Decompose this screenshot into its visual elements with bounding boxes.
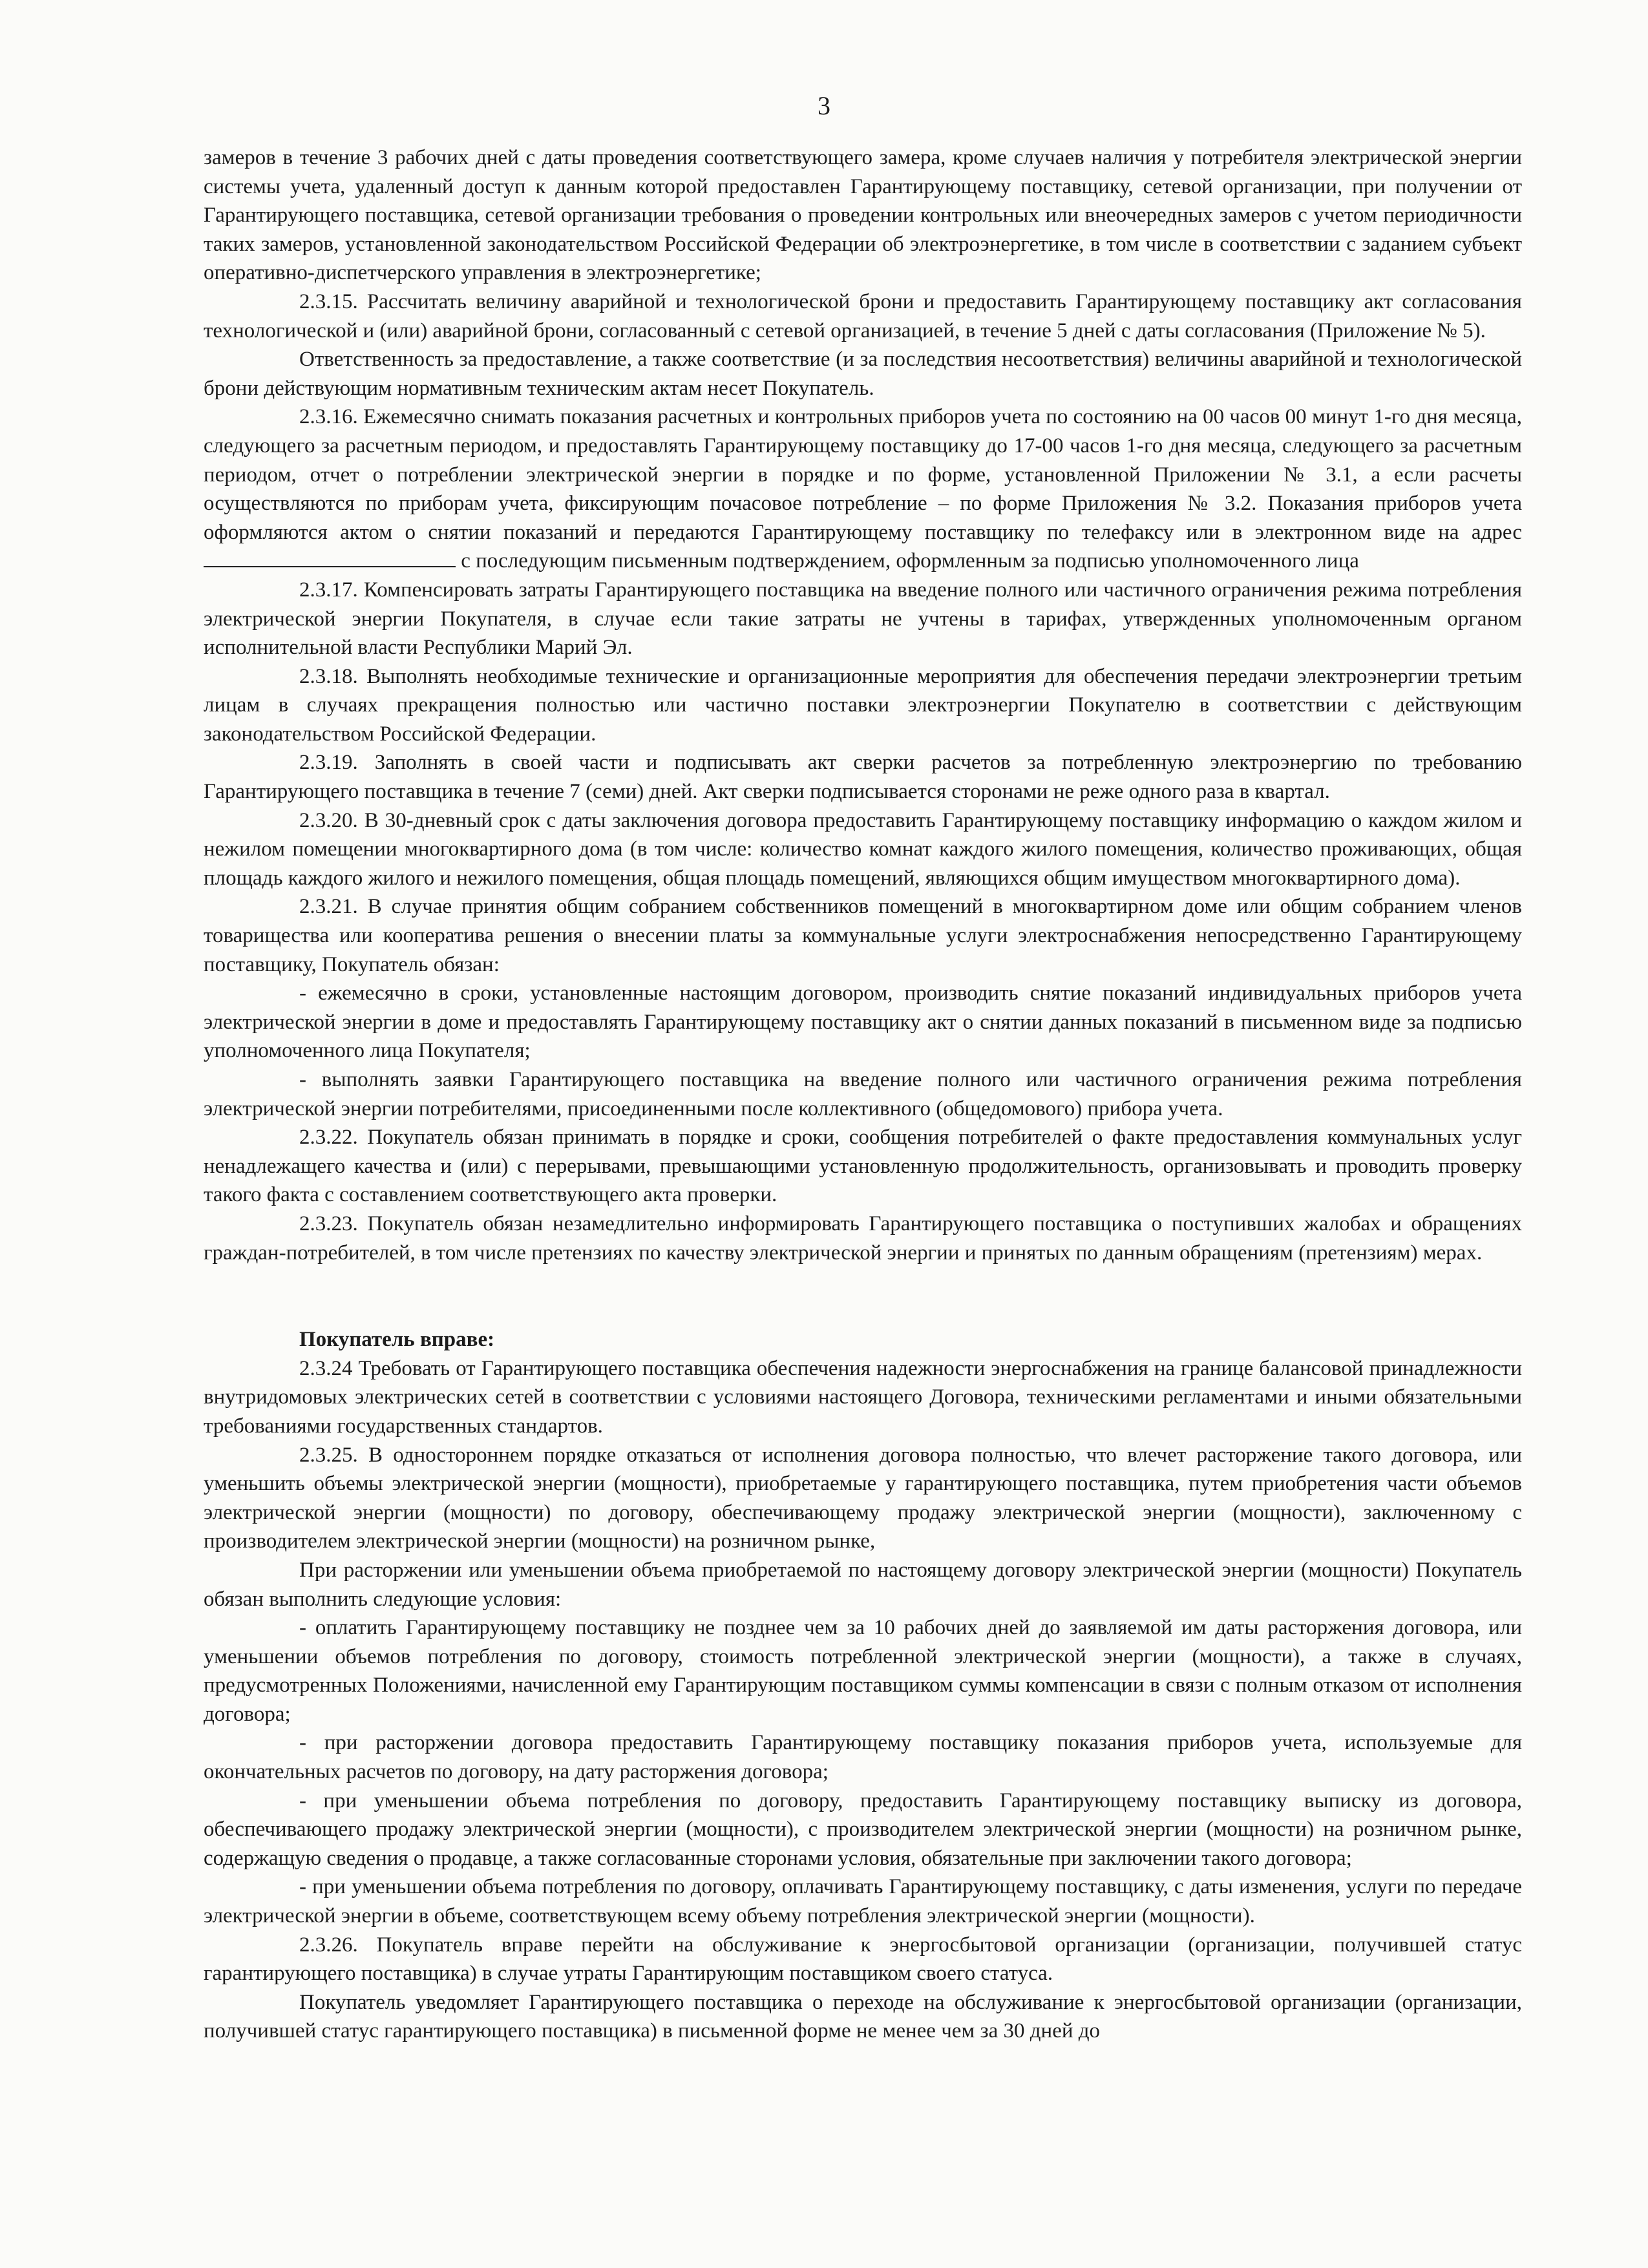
page-number: 3 bbox=[818, 91, 830, 120]
document-body bbox=[204, 143, 1522, 2046]
paragraph-text: 2.3.24 Требовать от Гарантирующего поставщика обеспечения надежности энергоснабжения на границе балансовой принадлежности внутридомовых электрических сетей в соответствии с условиями настоящего Договора, техническими регламентами и иными обязательными требованиями государственных стандартов. bbox=[204, 1356, 1522, 1438]
paragraph bbox=[204, 1441, 1522, 1556]
section-heading bbox=[204, 1325, 1522, 1354]
paragraph-text: - при уменьшении объема потребления по договору, оплачивать Гарантирующему поставщику, с даты изменения, услуги по передаче электрической энергии в объеме, соответствующем всему объему потребления электрической энергии (мощности). bbox=[204, 1875, 1522, 1928]
email-blank-line bbox=[204, 547, 456, 567]
paragraph-text: - при уменьшении объема потребления по договору, предоставить Гарантирующему поставщику выписку из договора, обеспечивающего продажу электрической энергии (мощности), с производителем электрической энергии (мощности) на розничном рынке, содержащую сведения о продавце, а также согласованные сторонами условия, обязательные при заключении такого договора; bbox=[204, 1789, 1522, 1870]
paragraph-text: 2.3.20. В 30-дневный срок с даты заключения договора предоставить Гарантирующему поставщику информацию о каждом жилом и нежилом помещении многоквартирного дома (в том числе: количество комнат каждого жилого помещения, количество проживающих, общая площадь каждого жилого и нежилого помещения, общая площадь помещений, являющихся общим имуществом многоквартирного дома). bbox=[204, 808, 1522, 890]
paragraph bbox=[204, 1988, 1522, 2046]
paragraph-text: - оплатить Гарантирующему поставщику не позднее чем за 10 рабочих дней до заявляемой им даты расторжения договора, или уменьшении объемов потребления по договору, стоимость потребленной электрической энергии (мощности), а также в случаях, предусмотренных Положениями, начисленной ему Гарантирующим поставщиком суммы компенсации в связи с полным отказом от исполнения договора; bbox=[204, 1616, 1522, 1726]
paragraph bbox=[204, 1613, 1522, 1728]
paragraph-text: Ответственность за предоставление, а также соответствие (и за последствия несоответствия) величины аварийной и технологической брони действующим нормативным техническим актам несет Покупатель. bbox=[204, 348, 1522, 400]
paragraph bbox=[204, 1787, 1522, 1873]
paragraph bbox=[204, 1873, 1522, 1930]
paragraph-text: 2.3.15. Рассчитать величину аварийной и технологической брони и предоставить Гарантирующему поставщику акт согласования технологической и (или) аварийной брони, согласованный с сетевой организацией, в течение 5 дней с даты согласования (Приложение № 5). bbox=[204, 289, 1522, 342]
paragraph-text: - при расторжении договора предоставить Гарантирующему поставщику показания приборов учета, используемые для окончательных расчетов по договору, на дату расторжения договора; bbox=[204, 1731, 1522, 1784]
paragraph-text: - ежемесячно в сроки, установленные настоящим договором, производить снятие показаний индивидуальных приборов учета электрической энергии в доме и предоставлять Гарантирующему поставщику акт о снятии данных показаний в письменном виде за подписью уполномоченного лица Покупателя; bbox=[204, 982, 1522, 1063]
paragraph bbox=[204, 403, 1522, 576]
paragraph-text: - выполнять заявки Гарантирующего поставщика на введение полного или частичного ограничения режима потребления электрической энергии потребителями, присоединенными после коллективного (общедомового) прибора учета. bbox=[204, 1068, 1522, 1120]
paragraph bbox=[204, 576, 1522, 662]
paragraph bbox=[204, 143, 1522, 288]
section-spacer bbox=[204, 1267, 1522, 1325]
paragraph bbox=[204, 748, 1522, 806]
paragraph bbox=[204, 1931, 1522, 1988]
paragraph bbox=[204, 1210, 1522, 1267]
paragraph bbox=[204, 1354, 1522, 1441]
paragraph-text: 2.3.16. Ежемесячно снимать показания расчетных и контрольных приборов учета по состоянию на 00 часов 00 минут 1-го дня месяца, следующего за расчетным периодом, и предоставлять Гарантирующему поставщику до 17-00 часов 1-го дня месяца, следующего за расчетным периодом, отчет о потреблении электрической энергии в порядке и по форме, установленной Приложении № 3.1, а если расчеты осуществляются по приборам учета, фиксирующим почасовое потребление – по форме Приложения № 3.2. Показания приборов учета оформляются актом о снятии показаний и передаются Гарантирующему поставщику по телефаксу или в электронном виде на адрес bbox=[204, 405, 1522, 544]
paragraph-text: 2.3.21. В случае принятия общим собранием собственников помещений в многоквартирном доме или общим собранием членов товарищества или кооператива решения о внесении платы за коммунальные услуги электроснабжения непосредственно Гарантирующему поставщику, Покупатель обязан: bbox=[204, 895, 1522, 976]
paragraph-text: При расторжении или уменьшении объема приобретаемой по настоящему договору электрической энергии (мощности) Покупатель обязан выполнить следующие условия: bbox=[204, 1558, 1522, 1611]
paragraph-text: Покупатель уведомляет Гарантирующего поставщика о переходе на обслуживание к энергосбытовой организации (организации, получившей статус гарантирующего поставщика) в письменной форме не менее чем за 30 дней до bbox=[204, 1990, 1522, 2043]
paragraph-text: Покупатель вправе: bbox=[299, 1328, 495, 1352]
paragraph-text: замеров в течение 3 рабочих дней с даты проведения соответствующего замера, кроме случаев наличия у потребителя электрической энергии системы учета, удаленный доступ к данным которой предоставлен Гарантирующему поставщику, сетевой организации, при получении от Гарантирующего поставщика, сетевой организации требования о проведении контрольных или внеочередных замеров с учетом периодичности таких замеров, установленной законодательством Российской Федерации об электроэнергетике, в том числе в соответствии с заданием субъект оперативно-диспетчерского управления в электроэнергетике; bbox=[204, 146, 1522, 285]
paragraph bbox=[204, 979, 1522, 1066]
paragraph-text: 2.3.19. Заполнять в своей части и подписывать акт сверки расчетов за потребленную электроэнергию по требованию Гарантирующего поставщика в течение 7 (семи) дней. Акт сверки подписывается сторонами не реже одного раза в квартал. bbox=[204, 751, 1522, 804]
paragraph bbox=[204, 1123, 1522, 1210]
paragraph bbox=[204, 1066, 1522, 1123]
paragraph-text: 2.3.26. Покупатель вправе перейти на обслуживание к энергосбытовой организации (организации, получившей статус гарантирующего поставщика) в случае утраты Гарантирующим поставщиком своего статуса. bbox=[204, 1933, 1522, 1986]
paragraph bbox=[204, 662, 1522, 749]
paragraph bbox=[204, 288, 1522, 345]
paragraph-text: 2.3.22. Покупатель обязан принимать в порядке и сроки, сообщения потребителей о факте предоставления коммунальных услуг ненадлежащего качества и (или) с перерывами, превышающими установленную продолжительность, организовывать и проводить проверку такого факта с составлением соответствующего акта проверки. bbox=[204, 1126, 1522, 1207]
paragraph-text: 2.3.17. Компенсировать затраты Гарантирующего поставщика на введение полного или частичного ограничения режима потребления электрической энергии Покупателя, в случае если такие затраты не учтены в тарифах, утвержденных уполномоченным органом исполнительной власти Республики Марий Эл. bbox=[204, 578, 1522, 660]
paragraph-text-tail: с последующим письменным подтверждением, оформленным за подписью уполномоченного лица bbox=[456, 549, 1359, 573]
paragraph bbox=[204, 1556, 1522, 1613]
paragraph-text: 2.3.18. Выполнять необходимые технические и организационные мероприятия для обеспечения передачи электроэнергии третьим лицам в случаях прекращения полностью или частично поставки электроэнергии Покупателю в соответствии с действующим законодательством Российской Федерации. bbox=[204, 664, 1522, 746]
paragraph bbox=[204, 345, 1522, 403]
paragraph-text: 2.3.25. В одностороннем порядке отказаться от исполнения договора полностью, что влечет расторжение такого договора, или уменьшить объемы электрической энергии (мощности), приобретаемые у гарантирующего поставщика, путем приобретения части объемов электрической энергии (мощности) по договору, обеспечивающему продажу электрической энергии (мощности), заключенному с производителем электрической энергии (мощности) на розничном рынке, bbox=[204, 1443, 1522, 1553]
paragraph bbox=[204, 892, 1522, 979]
paragraph bbox=[204, 1728, 1522, 1786]
paragraph bbox=[204, 806, 1522, 893]
paragraph-text: 2.3.23. Покупатель обязан незамедлительно информировать Гарантирующего поставщика о поступивших жалобах и обращениях граждан-потребителей, в том числе претензиях по качеству электрической энергии и принятых по данным обращениям (претензиям) мерах. bbox=[204, 1212, 1522, 1265]
